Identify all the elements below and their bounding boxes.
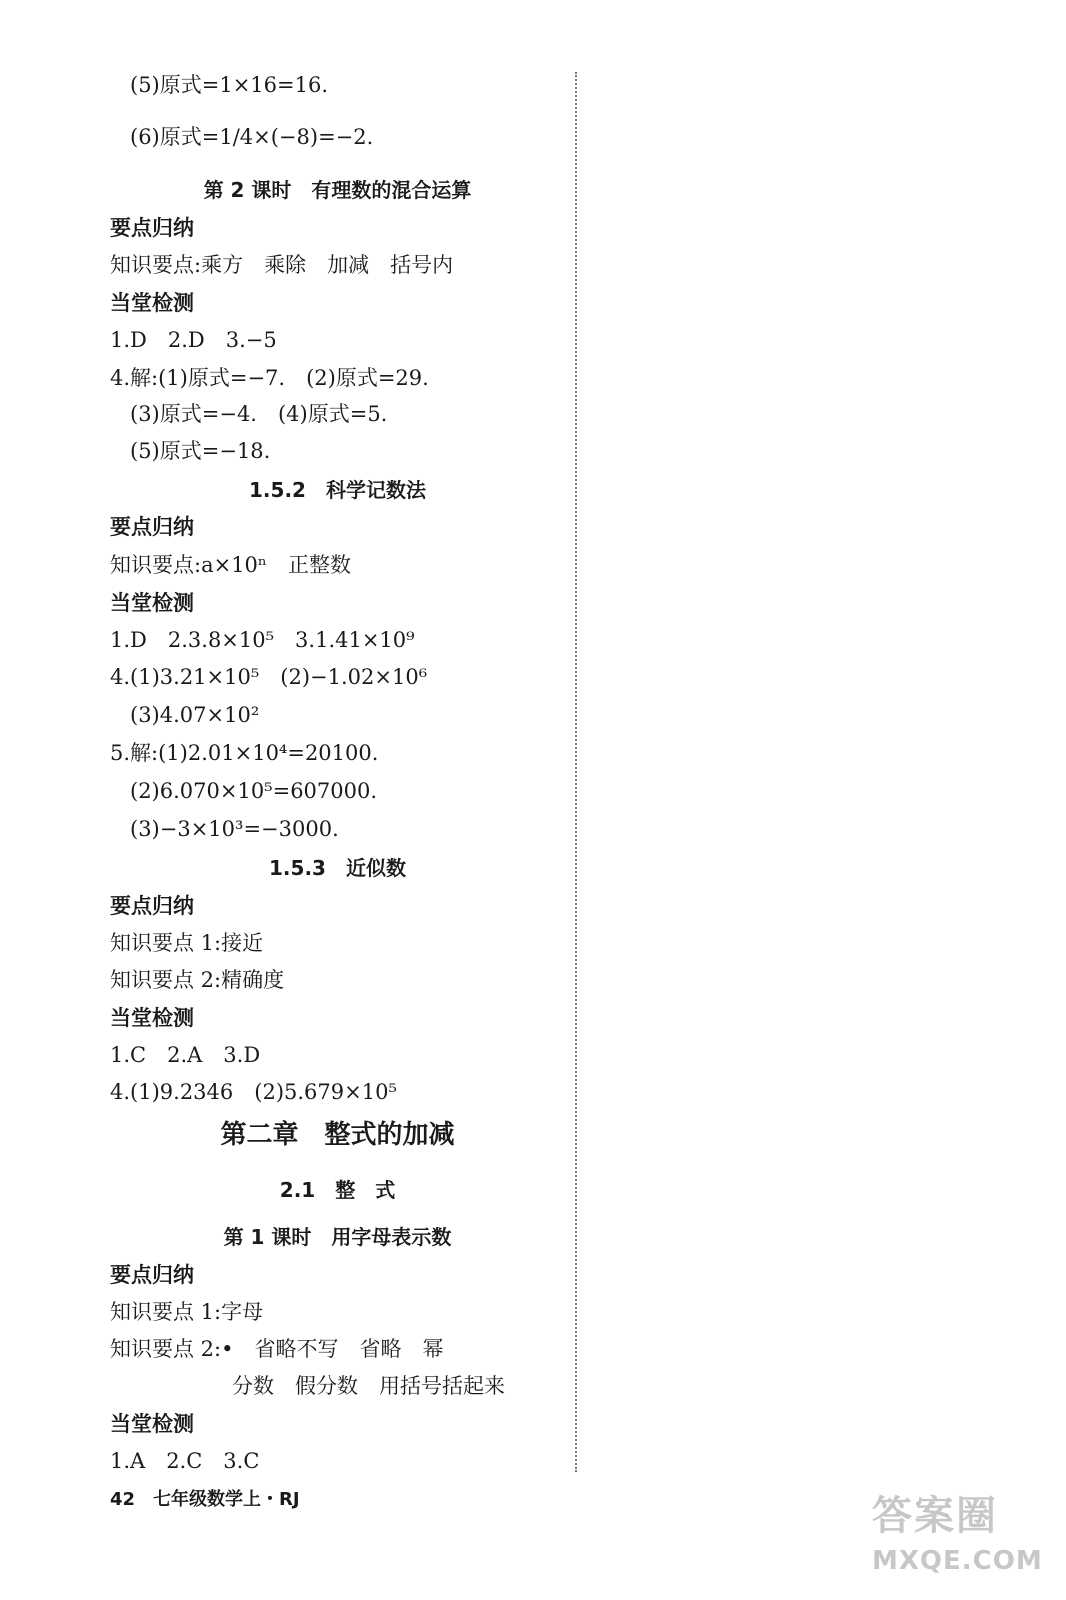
column-divider	[575, 72, 577, 1472]
section-heading: 要点归纳	[110, 1263, 194, 1287]
key-points-line: 知识要点 2:• 省略不写 省略 幂	[110, 1337, 444, 1361]
answer-line: (5)原式=1×16=16.	[130, 73, 329, 97]
answer-line: (5)原式=−18.	[130, 439, 271, 463]
answer-line: 1.D 2.D 3.−5	[110, 328, 277, 352]
key-points-line: 知识要点:a×10ⁿ 正整数	[110, 553, 351, 577]
section-title: 2.1 整 式	[279, 1178, 396, 1202]
answer-line: (3)原式=−4. (4)原式=5.	[130, 402, 388, 426]
answer-line: (6)原式=1/4×(−8)=−2.	[130, 125, 374, 149]
watermark-url: MXQE.COM	[872, 1546, 1043, 1576]
section-title: 1.5.3 近似数	[269, 856, 406, 880]
answer-line: 5.解:(1)2.01×10⁴=20100.	[110, 741, 379, 765]
section-heading: 当堂检测	[110, 291, 194, 315]
page-footer: 42 七年级数学上・RJ	[110, 1489, 300, 1510]
answer-line: 4.(1)3.21×10⁵ (2)−1.02×10⁶	[110, 665, 428, 689]
chapter-title: 第二章 整式的加减	[220, 1120, 455, 1150]
section-title: 1.5.2 科学记数法	[249, 478, 426, 502]
watermark-logo	[872, 1488, 1043, 1588]
answer-line: (3)−3×10³=−3000.	[130, 817, 339, 841]
answer-line: 1.A 2.C 3.C	[110, 1449, 260, 1473]
section-heading: 要点归纳	[110, 515, 194, 539]
key-points-line: 知识要点 1:接近	[110, 931, 264, 955]
section-heading: 当堂检测	[110, 1006, 194, 1030]
answer-line: 1.C 2.A 3.D	[110, 1043, 261, 1067]
answer-line: 4.解:(1)原式=−7. (2)原式=29.	[110, 366, 429, 390]
section-heading: 要点归纳	[110, 894, 194, 918]
lesson-title: 第 2 课时 有理数的混合运算	[203, 178, 472, 202]
lesson-title: 第 1 课时 用字母表示数	[223, 1225, 452, 1249]
key-points-line: 知识要点:乘方 乘除 加减 括号内	[110, 253, 454, 277]
answer-line: (2)6.070×10⁵=607000.	[130, 779, 378, 803]
key-points-line: 分数 假分数 用括号括起来	[232, 1374, 505, 1398]
key-points-line: 知识要点 1:字母	[110, 1300, 264, 1324]
answer-line: 1.D 2.3.8×10⁵ 3.1.41×10⁹	[110, 628, 415, 652]
section-heading: 要点归纳	[110, 216, 194, 240]
section-heading: 当堂检测	[110, 1412, 194, 1436]
answer-line: (3)4.07×10²	[130, 703, 260, 727]
watermark-logo-text: 答案圈	[872, 1493, 998, 1539]
key-points-line: 知识要点 2:精确度	[110, 968, 285, 992]
answer-line: 4.(1)9.2346 (2)5.679×10⁵	[110, 1080, 397, 1104]
section-heading: 当堂检测	[110, 591, 194, 615]
